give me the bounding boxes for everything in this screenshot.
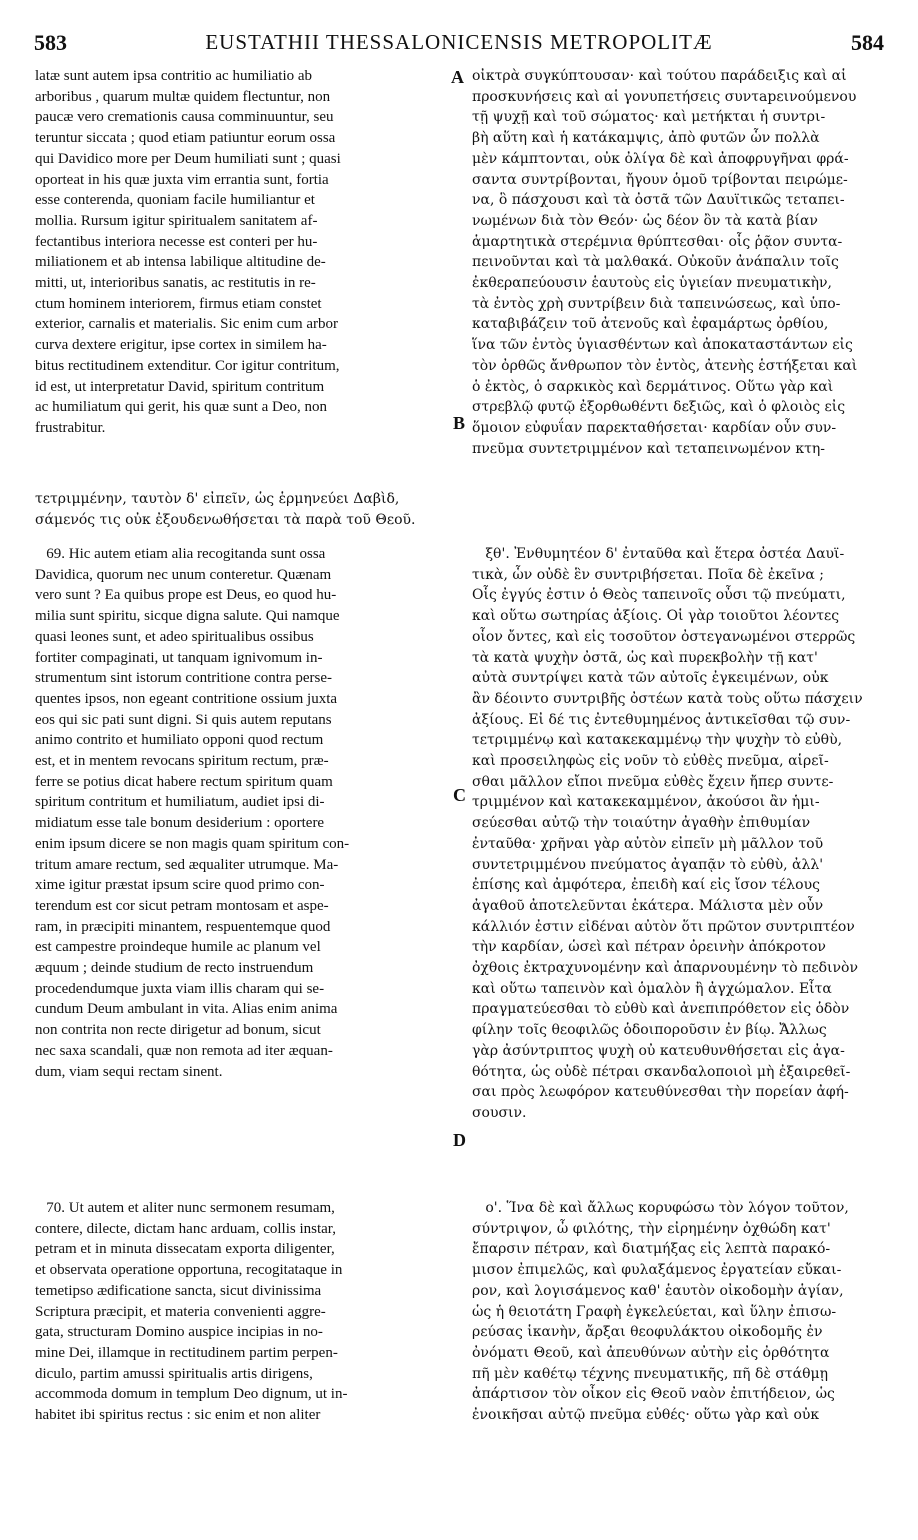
latin-paragraph-69: 69. Hic autem etiam alia recogitanda sunt ossa Davidica, quorum nec unum conteretur. Quænam vero sunt ? Ea quibus prope est Deus, eo quod hu- milia sunt spiritu, sicque digna salute. Qui namque quasi leones sunt, et adeo spiritualibus ossibus fortiter compaginati, ut tanquam ignivomum in- strumentum sint istorum contritione contra perse- quentes ipsos, non egeant contritione ossium juxta eos qui sic pati sunt digni. Si quis autem reputans animo contrito et humiliato opponi quod rectum est, et in mentem revocans spiritum rectum, præ- ferre se potius dicat habere rectum spiritum quam spiritum contritum et humiliatum, audiet ipsi di- midiatum esse tale bonum desiderium : oportere enim ipsum dicere se non magis quam spiritum con- tritum amare rectum, sed æqualiter utrumque. Ma- xime igitur præstat ipsum scire quod primo con- terendum est cor sicut petram montosam et aspe- ram, in præcipiti minantem, respuentemque quod est campestre proindeque humile ac planum vel æquum ; deinde studium de recto instruendum procedendumque juxta viam illis charam qui se- cundum Deum ambulant in vita. Alias enim anima non contrita non recte dirigetur ad bonum, sicut nec saxa scandali, quæ non remota ad iter æquan- dum, viam sequi rectam sinent.: [35, 546, 350, 1080]
greek-continuation-lines: τετριμμένην, ταυτὸν δ' εἰπεῖν, ὡς ἑρμηνεύει Δαβὶδ, σάμενός τις οὐκ ἐξουδενωθήσεται τὰ παρὰ τοῦ Θεοῦ.: [35, 491, 416, 528]
margin-letter-c: C: [453, 785, 466, 805]
running-title: EUSTATHII THESSALONICENSIS METROPOLITÆ: [205, 30, 713, 54]
page-number-right: 584: [851, 30, 884, 55]
greek-paragraph-70: ο'. Ἵνα δὲ καὶ ἄλλως κορυφώσω τὸν λόγον τοῦτον, σύντριψον, ὦ φιλότης, τὴν εἰρημένην ὀχθώδη κατ' ἔπαρσιν πέτραν, καὶ διατμήξας εἰς λεπτὰ παρακό- μισον ἐπιμελῶς, καὶ φυλαξάμενος ἐργατείαν εὔκαι- ρον, καὶ λογισάμενος καθ' ἑαυτὸν οἰκοδομὴν ἁγίαν, ὡς ἡ θειοτάτη Γραφὴ ἐγκελεύεται, καὶ ὕλην ἐπισω- ρεύσας ἱκανὴν, ἄρξαι θεοφυλάκτου οἰκοδομῆς ἐν ὀνόματι Θεοῦ, καὶ ἀπευθύνων αὐτὴν εἰς ὀρθότητα πῆ μὲν καθέτῳ τέχνης πνευματικῆς, πῆ δὲ στάθμῃ ἀπάρτισον τὸν οἶκον εἰς Θεοῦ ναὸν ἐπιτήδειον, ὡς ἐνοικῆσαι αὐτῷ πνεῦμα εὐθές· οὕτω γὰρ καὶ οὐκ: [472, 1200, 849, 1424]
running-header: [34, 30, 884, 56]
latin-paragraph-68-end: latæ sunt autem ipsa contritio ac humiliatio ab arboribus , quarum multæ quidem flectuntur, non paucæ vero cremationis causa comminuuntur, seu teruntur siccata ; quod etiam patiuntur eorum ossa qui Davidico more per Deum humiliati sunt ; quasi oporteat in his quæ juxta vim errantia sunt, fortia esse conterenda, quoniam facile humiliantur et mollia. Rursum igitur spiritualem sanitatem af- fectantibus interiora necesse est conteri per hu- miliationem et ab intensa labilique altitudine de- mitti, ut, interioribus sanatis, ac restitutis in re- ctum hominem interiorem, firmus etiam constet exterior, carnalis et materialis. Sic enim cum arbor curva dextere erigitur, ipse cortex in similem ha- bitus rectitudinem extenditur. Cor igitur contritum, id est, ut interpretatur David, spiritum contritum ac humiliatum qui gerit, his quæ sunt a Deo, non frustrabitur.: [35, 68, 341, 436]
margin-letter-b: B: [453, 413, 466, 433]
margin-letter-d: D: [453, 1130, 466, 1150]
page-number-left: 583: [34, 30, 67, 55]
greek-paragraph-69: ξθ'. Ἐνθυμητέον δ' ἐνταῦθα καὶ ἕτερα ὀστέα Δαυϊ- τικὰ, ὧν οὐδὲ ἓν συντριβήσεται. Ποῖα δὲ ἐκεῖνα ; Οἷς ἐγγύς ἐστιν ὁ Θεὸς ταπεινοῖς οὖσι τῷ πνεύματι, καὶ οὕτω σωτηρίας ἀξίοις. Οἱ γὰρ τοιοῦτοι λέοντες οἷον ὄντες, καὶ εἰς τοσοῦτον ὀστεγανωμένοι στερρῶς τὰ κατὰ ψυχὴν ὀστᾶ, ὡς καὶ πυρεκβολὴν τῇ κατ' αὐτὰ συντρίψει κατὰ τῶν αὐτοῖς ἐγκειμένων, οὐκ ἂν δέοιντο συντριβῆς ὀστέων κατὰ τοὺς οὕτω πάσχειν ἀξίους. Εἰ δέ τις ἐντεθυμημένος ἀντικεῖσθαι τῷ συν- τετριμμένῳ καὶ κατακεκαμμένῳ τὴν ψυχὴν τὸ εὐθὺ, καὶ προσειληφὼς εἰς νοῦν τὸ εὐθὲς πνεῦμα, αἱρεῖ- σθαι μᾶλλον εἴποι πνεῦμα εὐθὲς ἔχειν ἤπερ συντε- τριμμένον καὶ κατακεκαμμένον, ἀκούσοι ἂν ἡμι- σεύεσθαι αὐτῷ τὴν τοιαύτην ἀγαθὴν ἐπιθυμίαν ἐνταῦθα· χρῆναι γὰρ αὐτὸν εἰπεῖν μὴ μᾶλλον τοῦ συντετριμμένου πνεύματος ἀγαπᾷν τὸ εὐθὺ, ἀλλ' ἐπίσης καὶ ἀμφότερα, ἐπειδὴ καί εἰς ἴσον τέλους ἀγαθοῦ ἀποτελεῦνται ἑκάτερα. Μάλιστα μὲν οὖν κάλλιόν ἐστιν εἰδέναι αὐτὸν ὅτι πρῶτον συντριπτέον τὴν καρδίαν, ὡσεὶ καὶ πέτραν ὀρεινὴν ἀπόκροτον ὀχθοις ἐκτραχυνομένην καὶ ἀπαρνουμένην τὸ πεδινὸν καὶ οὕτω ταπεινὸν καὶ ὁμαλὸν ἢ ἀγχώμαλον. Εἶτα πραγματεύεσθαι τὸ εὐθὺ καὶ ἀνεπιπρόθετον εἰς ὁδὸν φίλην τοῖς θεοφιλῶς ὁδοιποροῦσιν ἐν βίῳ. Ἄλλως γὰρ ἀσύντριπτος ψυχὴ οὐ κατευθυνθήσεται εἰς ἀγα- θότητα, ὡς οὐδὲ πέτραι σκανδαλοποιοὶ μὴ ἐξαιρεθεῖ- σαι πρὸς λεωφόρον κατευθύνεσθαι τὴν πορείαν ἀφή- σουσιν.: [472, 546, 863, 1121]
greek-paragraph-68-end: οἰκτρὰ συγκύπτουσαν· καὶ τούτου παράδειξις καὶ αἱ προσκυνήσεις καὶ αἱ γονυπετήσεις συντapεινούμενου τῇ ψυχῇ καὶ τοῦ σώματος· καὶ μετήκται ἡ συντρι- βὴ αὕτη καὶ ἡ κατάκαμψις, ἀπὸ φυτῶν ὧν πολλὰ μὲν κάμπτονται, οὐκ ὀλίγα δὲ καὶ ἀποφρυγῆναι φρά- σαντα συντρίβονται, ἤγουν ὁμοῦ τρίβονται πειρώμε- να, ὃ πάσχουσι καὶ τὰ ὀστᾶ τῶν Δαυϊτικῶς τεταπει- νωμένων διὰ τὸν Θεόν· ὡς δέον ὂν τὰ κατὰ βίαν ἁμαρτητικὰ στερέμνια θρύπτεσθαι· οἷς ῥᾷον συντα- πεινοῦνται καὶ τὰ μαλθακά. Οὐκοῦν ἀνάπαλιν τοῖς ἐκθεραπεύουσιν ἑαυτοὺς εἰς ὑγιείαν πνευματικὴν, τὰ ἐντὸς χρὴ συντρίβειν διὰ ταπεινώσεως, καὶ ὑπο- καταβιβάζειν τοῦ ἀτενοῦς καὶ ἐφαμάρτως ὀρθίου, ἵνα τῶν ἐντὸς ὑγιασθέντων καὶ ἀποκαταστάντων εἰς τὸν ὀρθῶς ἄνθρωπον τὸν ἐντὸς, ἀτενὴς ἑστήξεται καὶ ὁ ἐκτὸς, ὁ σαρκικὸς καὶ δερμάτινος. Οὕτω γὰρ καὶ στρεβλῷ φυτῷ ἐξορθωθέντι δεξιῶς, καὶ ὁ φλοιὸς εἰς ὅμοιον εὐφυΐαν παρεκταθήσεται· καρδίαν οὖν συν- πνεῦμα συντετριμμένον καὶ τεταπεινωμένον κτη-: [472, 68, 858, 457]
margin-letter-a: A: [451, 67, 464, 87]
latin-paragraph-70: 70. Ut autem et aliter nunc sermonem resumam, contere, dilecte, dictam hanc arduam, collis instar, petram et in minuta dissecatam exporta diligenter, et observata operatione opportuna, recogitataque in temetipso ædificatione sancta, sicut divinissima Scriptura præcipit, et materia convenienti aggre- gata, structuram Domino auspice incipias in no- mine Dei, illamque in rectitudinem partim perpen- diculo, partim amussi spiritualis artis dirigens, accommoda domum in templum Deo dignum, ut in- habitet ibi spiritus rectus : sic enim et non aliter: [35, 1200, 348, 1424]
